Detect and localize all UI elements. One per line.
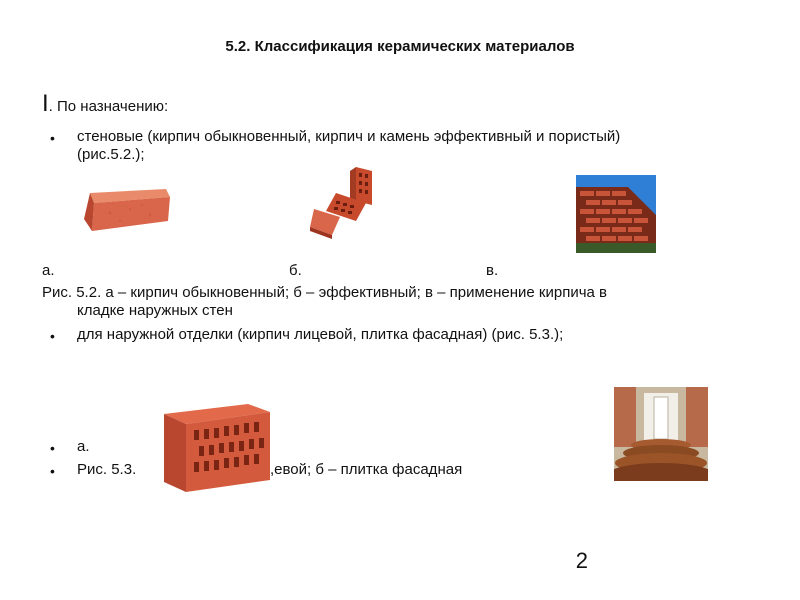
bullet-marker: • — [50, 130, 55, 146]
bullet-marker: • — [50, 463, 55, 479]
bullet-marker: • — [50, 440, 55, 456]
bullet-caption-5-3-start: Рис. 5.3. — [77, 461, 137, 478]
figure-label-b: б. — [289, 262, 302, 279]
ordinary-brick-image — [80, 185, 172, 237]
section-numeral: I — [42, 90, 49, 117]
section-heading-text: . По назначению: — [48, 98, 169, 115]
bullet-marker: • — [50, 328, 55, 344]
caption-5-2-line2: кладке наружных стен — [77, 302, 233, 319]
effective-brick-image — [310, 165, 380, 240]
page-number: 2 — [575, 548, 588, 573]
bullet-walls-line2: (рис.5.2.); — [77, 146, 145, 163]
figure-label-v: в. — [486, 262, 499, 279]
bullet-walls — [77, 128, 620, 164]
facade-tile-steps-image — [614, 387, 708, 481]
bullet-exterior: для наружной отделки (кирпич лицевой, плитка фасадная) (рис. 5.3.); — [77, 326, 564, 343]
slide-title: 5.2. Классификация керамических материалов — [225, 38, 575, 55]
facing-brick-image — [160, 398, 272, 494]
figure-label-a: а. — [42, 262, 55, 279]
bullet-caption-5-3-end: ,евой; б – плитка фасадная — [270, 461, 463, 478]
caption-5-2-line1: Рис. 5.2. а – кирпич обыкновенный; б – эффективный; в – применение кирпича в — [42, 284, 607, 301]
bullet-walls-line1: стеновые (кирпич обыкновенный, кирпич и камень эффективный и пористый) — [77, 128, 621, 145]
brick-wall-masonry-image — [576, 175, 656, 253]
figure-caption-5-2 — [42, 284, 607, 320]
section-heading — [42, 90, 169, 117]
bullet-label-a: а. — [77, 438, 90, 455]
